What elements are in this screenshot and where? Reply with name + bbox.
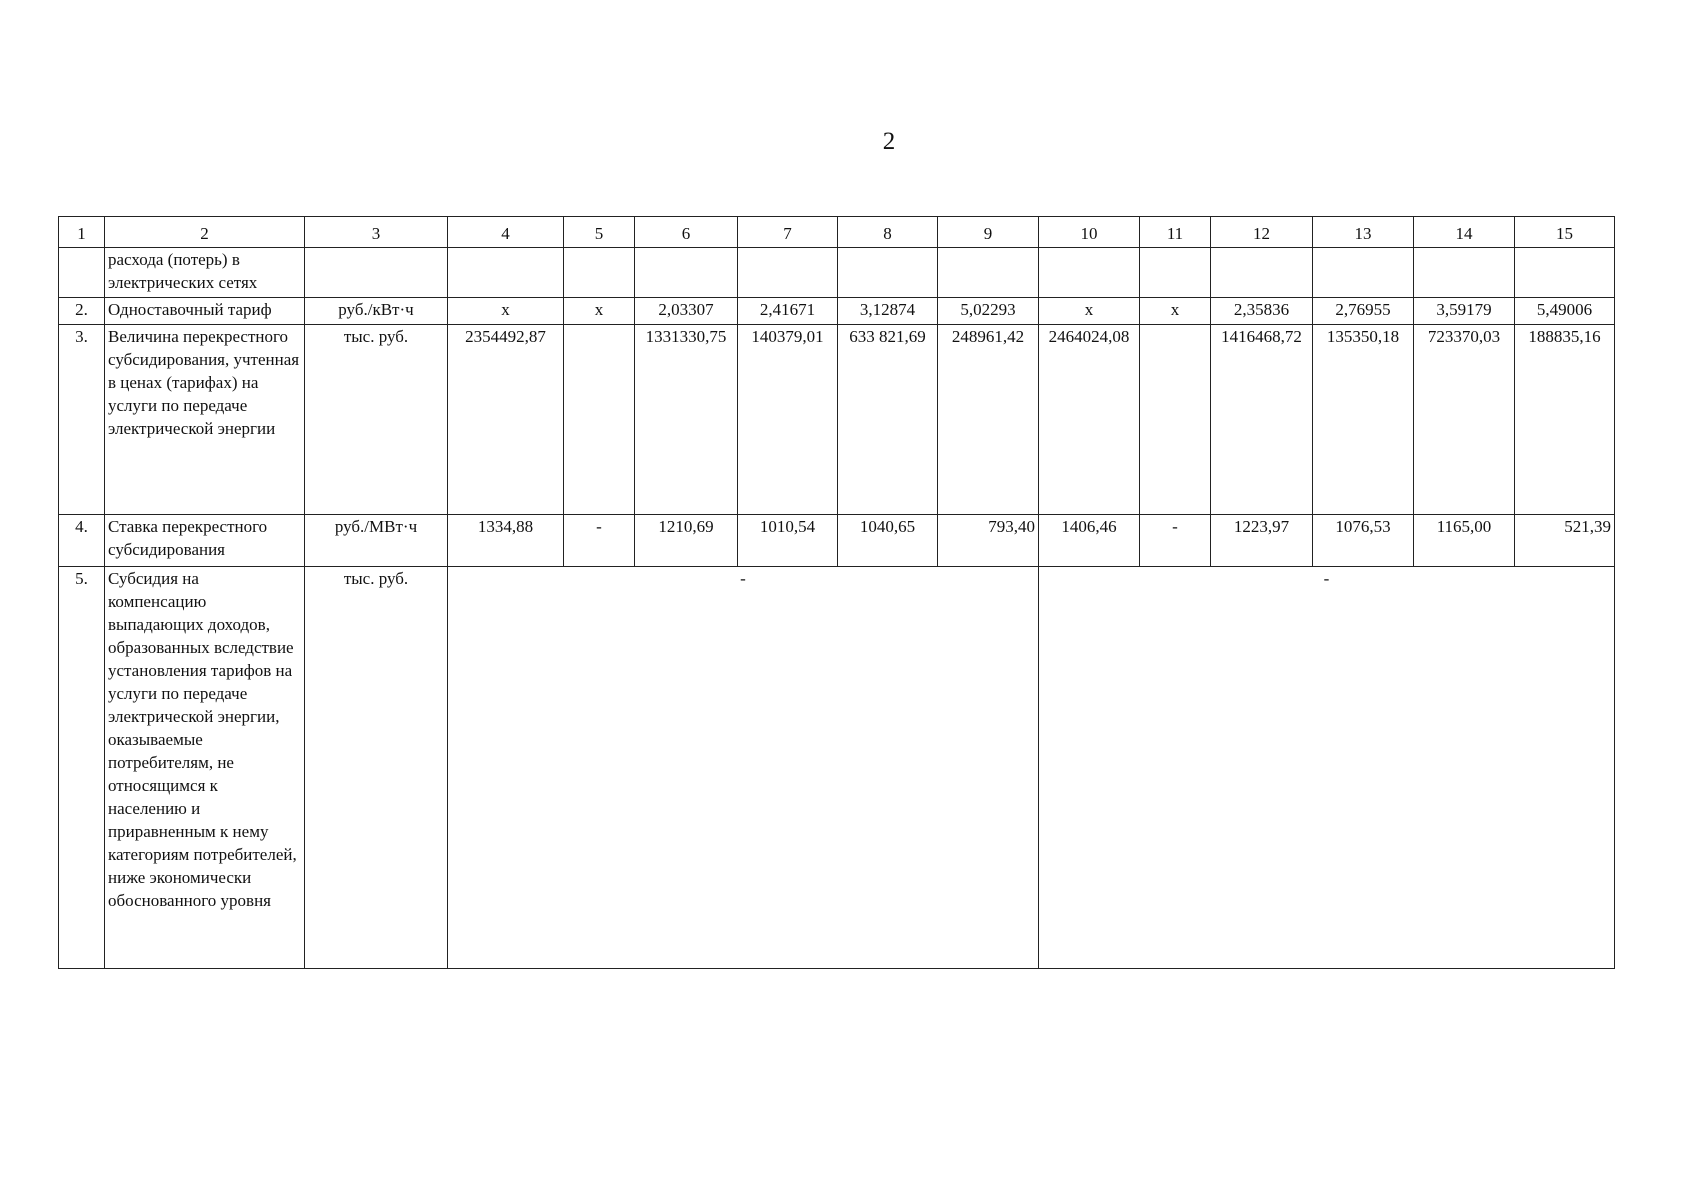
header-cell: 5 [564,217,635,248]
table-cell: х [1140,298,1211,325]
table-row [59,298,1615,325]
table-cell [1313,248,1414,298]
header-cell: 11 [1140,217,1211,248]
table-row [59,248,1615,298]
header-cell: 7 [738,217,838,248]
header-cell: 15 [1515,217,1615,248]
table-cell [1039,248,1140,298]
table-row [59,325,1615,515]
header-row [59,217,1615,248]
table-cell: х [448,298,564,325]
table-cell [738,248,838,298]
row-unit: руб./МВт·ч [305,515,448,567]
row-number: 4. [59,515,105,567]
header-cell: 2 [105,217,305,248]
header-cell: 1 [59,217,105,248]
row-name: Субсидия на компенсацию выпадающих доходов, образованных вследствие установления тарифов на услуги по передаче электрической энергии, оказываемые потребителям, не относящимся к населению и приравненным к нему категориям потребителей, ниже экономически обоснованного уровня [105,567,305,969]
table-cell: 5,02293 [938,298,1039,325]
table-cell: 135350,18 [1313,325,1414,515]
tariff-table [58,216,1615,969]
table-cell: х [1039,298,1140,325]
header-cell: 4 [448,217,564,248]
table-cell: 2,76955 [1313,298,1414,325]
table-cell: 2,35836 [1211,298,1313,325]
table-cell: 723370,03 [1414,325,1515,515]
header-cell: 14 [1414,217,1515,248]
table-cell [938,248,1039,298]
table-cell: 1406,46 [1039,515,1140,567]
table-cell: 5,49006 [1515,298,1615,325]
merged-cell-right: - [1039,567,1615,969]
table-cell: - [1140,515,1211,567]
table-cell: 1040,65 [838,515,938,567]
header-cell: 10 [1039,217,1140,248]
table-cell: 1223,97 [1211,515,1313,567]
header-cell: 6 [635,217,738,248]
table-cell: 793,40 [938,515,1039,567]
table-cell: 1416468,72 [1211,325,1313,515]
table-cell: 2,41671 [738,298,838,325]
table-cell: 2,03307 [635,298,738,325]
table-cell: 1165,00 [1414,515,1515,567]
table-row [59,567,1615,969]
row-number: 2. [59,298,105,325]
table-cell [1515,248,1615,298]
merged-cell-left: - [448,567,1039,969]
table-cell: 1076,53 [1313,515,1414,567]
table-cell: 3,12874 [838,298,938,325]
table-cell [1414,248,1515,298]
table-cell [635,248,738,298]
row-unit: тыс. руб. [305,325,448,515]
table-cell [1140,248,1211,298]
table-row [59,515,1615,567]
header-cell: 13 [1313,217,1414,248]
row-name: расхода (потерь) в электрических сетях [105,248,305,298]
table-cell [1140,325,1211,515]
table-cell [838,248,938,298]
table-cell: 2464024,08 [1039,325,1140,515]
table-cell: 1010,54 [738,515,838,567]
header-cell: 8 [838,217,938,248]
table-cell [1211,248,1313,298]
table-cell [564,325,635,515]
row-name: Величина перекрестного субсидирования, учтенная в ценах (тарифах) на услуги по передаче электрической энергии [105,325,305,515]
row-unit [305,248,448,298]
row-unit: руб./кВт·ч [305,298,448,325]
table-cell: 2354492,87 [448,325,564,515]
table-cell: 1334,88 [448,515,564,567]
table-cell: 3,59179 [1414,298,1515,325]
table-cell [564,248,635,298]
table-cell: 248961,42 [938,325,1039,515]
table-cell: 140379,01 [738,325,838,515]
table-cell: - [564,515,635,567]
table-cell: 521,39 [1515,515,1615,567]
table-cell [448,248,564,298]
header-cell: 3 [305,217,448,248]
table-cell: х [564,298,635,325]
table-cell: 1210,69 [635,515,738,567]
header-cell: 9 [938,217,1039,248]
row-unit: тыс. руб. [305,567,448,969]
row-number: 5. [59,567,105,969]
page-number: 2 [882,128,896,155]
row-name: Одноставочный тариф [105,298,305,325]
table-cell: 188835,16 [1515,325,1615,515]
row-number: 3. [59,325,105,515]
row-number [59,248,105,298]
table-cell: 1331330,75 [635,325,738,515]
row-name: Ставка перекрестного субсидирования [105,515,305,567]
table-cell: 633 821,69 [838,325,938,515]
header-cell: 12 [1211,217,1313,248]
